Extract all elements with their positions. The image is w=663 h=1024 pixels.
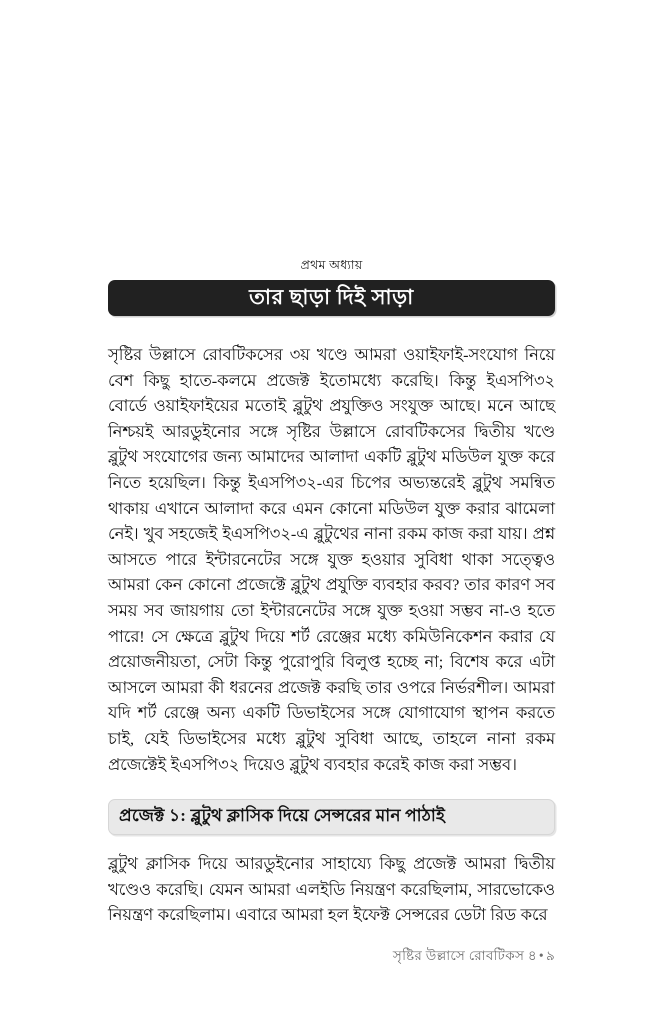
chapter-label: প্রথম অধ্যায়	[300, 258, 363, 272]
page-footer	[393, 945, 555, 968]
footer-separator: •	[538, 948, 544, 963]
intro-paragraph: সৃষ্টির উল্লাসে রোবটিকসের ৩য় খণ্ডে আমরা ওয়াইফাই-সংযোগ নিয়ে বেশ কিছু হাতে-কলমে প্রজেক্ট ইতোমধ্যে করেছি। কিন্তু ইএসপি৩২ বোর্ডে ওয়াইফাইয়ের মতোই ব্লুটুথ প্রযুক্তিও সংযুক্ত আছে। মনে আছে নিশ্চয়ই আরডুইনোর সঙ্গে সৃষ্টির উল্লাসে রোবটিকসের দ্বিতীয় খণ্ডে ব্লুটুথ সংযোগের জন্য আমাদের আলাদা একটি ব্লুটুথ মডিউল যুক্ত করে নিতে হয়েছিল। কিন্তু ইএসপি৩২-এর চিপের অভ্যন্তরেই ব্লুটুথ সমন্বিত থাকায় এখানে আলাদা করে এমন কোনো মডিউল যুক্ত করার ঝামেলা নেই। খুব সহজেই ইএসপি৩২-এ ব্লুটুথের নানা রকম কাজ করা যায়। প্রশ্ন আসতে পারে ইন্টারনেটের সঙ্গে যুক্ত হওয়ার সুবিধা থাকা সত্ত্বেও আমরা কেন কোনো প্রজেক্টে ব্লুটুথ প্রযুক্তি ব্যবহার করব? তার কারণ সব সময় সব জায়গায় তো ইন্টারনেটের সঙ্গে যুক্ত হওয়া সম্ভব না-ও হতে পারে! সে ক্ষেত্রে ব্লুটুথ দিয়ে শর্ট রেঞ্জের মধ্যে কমিউনিকেশন করার যে প্রয়োজনীয়তা, সেটা কিন্তু পুরোপুরি বিলুপ্ত হচ্ছে না; বিশেষ করে এটা আসলে আমরা কী ধরনের প্রজেক্ট করছি তার ওপরে নির্ভরশীল। আমরা যদি শর্ট রেঞ্জে অন্য একটি ডিভাইসের সঙ্গে যোগাযোগ স্থাপন করতে চাই, যেই ডিভাইসের মধ্যে ব্লুটুথ সুবিধা আছে, তাহলে নানা রকম প্রজেক্টেই ইএসপি৩২ দিয়েও ব্লুটুথ ব্যবহার করেই কাজ করা সম্ভব।	[108, 345, 555, 774]
chapter-title-bar	[108, 280, 555, 316]
footer-book-title: সৃষ্টির উল্লাসে রোবটিকস ৪	[392, 948, 537, 963]
project-heading-text: প্রজেক্ট ১: ব্লুটুথ ক্লাসিক দিয়ে সেন্সরের মান পাঠাই	[119, 806, 446, 826]
footer-page-number: ৯	[545, 948, 555, 963]
project-paragraph: ব্লুটুথ ক্লাসিক দিয়ে আরডুইনোর সাহায্যে কিছু প্রজেক্ট আমরা দ্বিতীয় খণ্ডেও করেছি। যেমন আমরা এলইডি নিয়ন্ত্রণ করেছিলাম, সারভোকেও নিয়ন্ত্রণ করেছিলাম। এবারে আমরা হল ইফেক্ট সেন্সরের ডেটা রিড করে	[108, 854, 555, 925]
chapter-title: তার ছাড়া দিই সাড়া	[249, 284, 414, 309]
page-content	[108, 258, 555, 928]
project-heading-box	[108, 799, 555, 835]
